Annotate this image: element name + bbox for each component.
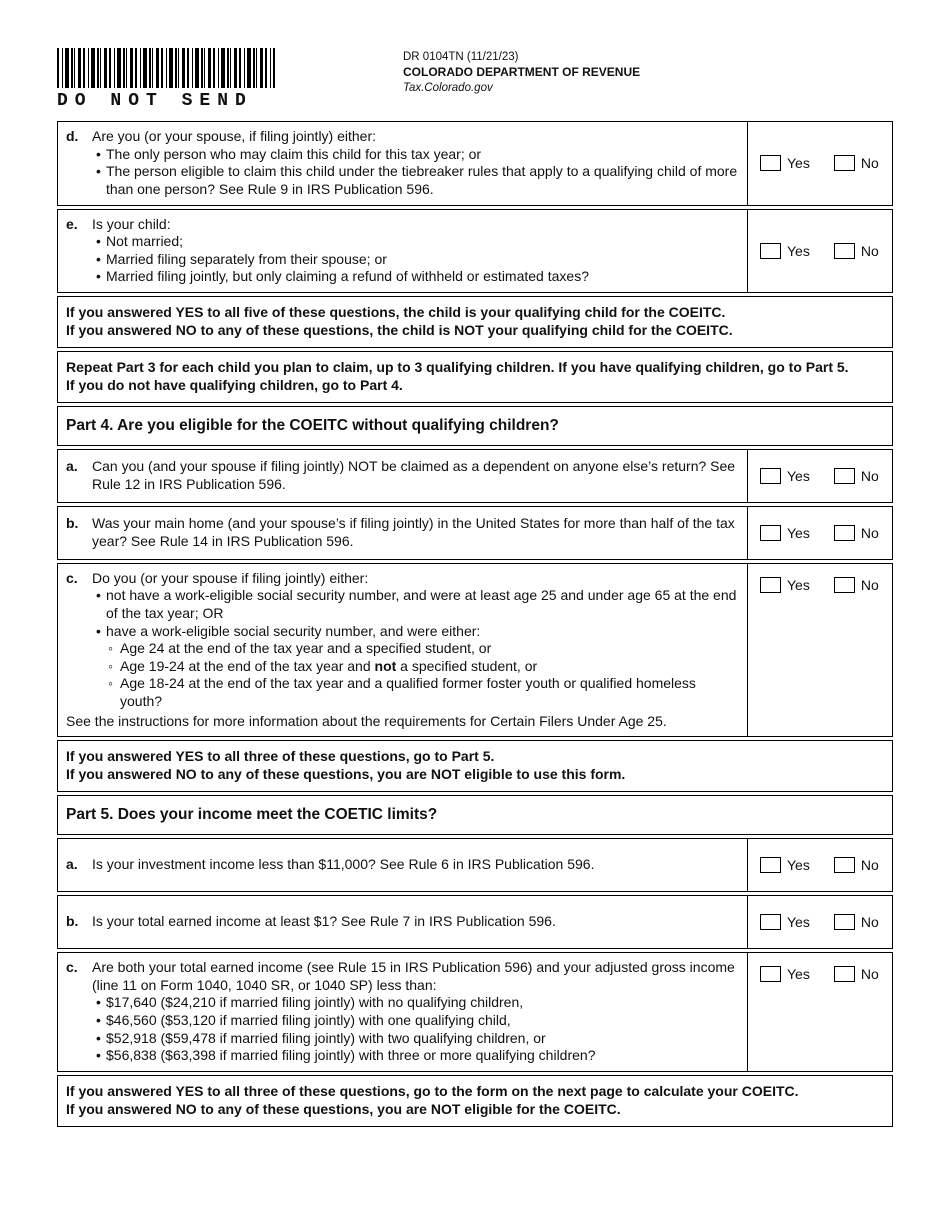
checkbox-box[interactable] bbox=[760, 525, 781, 541]
sub-bullet-item: ◦ Age 24 at the end of the tax year and a specified student, or bbox=[120, 640, 739, 658]
sub-bullet-item bbox=[120, 658, 739, 676]
question-line bbox=[66, 458, 739, 493]
question-text: Was your main home (and your spouse’s if filing jointly) in the United States for more than half of the tax year? See Rule 14 in IRS Publication 596. bbox=[92, 515, 735, 549]
question-row-part3-d bbox=[57, 121, 893, 206]
bullet-item: • The person eligible to claim this child under the tiebreaker rules that apply to a qualifying child of more than one person? See Rule 9 in IRS Publication 596. bbox=[106, 163, 739, 198]
yes-label: Yes bbox=[787, 914, 810, 931]
bullet-item: • Married filing separately from their spouse; or bbox=[106, 251, 739, 269]
question-line bbox=[66, 913, 739, 931]
question-main bbox=[92, 959, 739, 1065]
question-letter: e. bbox=[66, 215, 78, 232]
question-letter: b. bbox=[66, 913, 79, 930]
question-content-part3-d bbox=[58, 122, 747, 205]
no-label: No bbox=[860, 576, 879, 593]
answer-cell-part4-b bbox=[747, 507, 892, 559]
bullet-item bbox=[106, 623, 739, 711]
yes-label: Yes bbox=[787, 576, 810, 593]
statement-line: If you answered YES to all five of these questions, the child is your qualifying child for the COEITC. bbox=[66, 304, 726, 320]
statement-line: If you answered YES to all three of these questions, go to Part 5. bbox=[66, 748, 495, 765]
bullet-list bbox=[92, 587, 739, 710]
form-number: DR 0104TN (11/21/23) bbox=[403, 51, 519, 63]
bullet-item: • $52,918 ($59,478 if married filing jointly) with two qualifying children, or bbox=[106, 1030, 739, 1048]
part5-header bbox=[57, 795, 893, 835]
part4-b-yes-checkbox[interactable] bbox=[760, 525, 810, 541]
question-line bbox=[66, 570, 739, 711]
question-main bbox=[92, 458, 739, 493]
part3-d-no-checkbox[interactable] bbox=[834, 155, 879, 171]
no-label: No bbox=[860, 524, 879, 541]
statement-line: Repeat Part 3 for each child you plan to claim, up to 3 qualifying children. If you have qualifying children, go to Part 5. bbox=[66, 358, 849, 375]
question-letter: b. bbox=[66, 515, 79, 531]
bullet-list bbox=[92, 994, 739, 1065]
department-website: Tax.Colorado.gov bbox=[403, 81, 493, 94]
checkbox-box[interactable] bbox=[834, 155, 855, 171]
do-not-send-label: DO NOT SEND bbox=[57, 91, 253, 111]
questionnaire-table bbox=[57, 121, 893, 1127]
question-main bbox=[92, 856, 739, 874]
statement-text bbox=[58, 741, 892, 791]
part5-a-no-checkbox[interactable] bbox=[834, 857, 879, 873]
part4-title: Part 4. Are you eligible for the COEITC without qualifying children? bbox=[66, 416, 559, 434]
question-note: See the instructions for more information about the requirements for Certain Filers Under Age 25. bbox=[66, 712, 667, 729]
bullet-text: have a work-eligible social security number, and were either: bbox=[106, 622, 481, 639]
question-text: Do you (or your spouse if filing jointly) either: bbox=[92, 569, 369, 586]
checkbox-box[interactable] bbox=[834, 914, 855, 930]
checkbox-box[interactable] bbox=[760, 468, 781, 484]
no-label: No bbox=[860, 966, 879, 983]
question-text: Are both your total earned income (see Rule 15 in IRS Publication 596) and your adjusted gross income (line 11 on Form 1040, 1040 SR, or 1040 SP) less than: bbox=[92, 959, 735, 993]
part3-repeat-statement bbox=[57, 351, 893, 403]
part4-result-statement bbox=[57, 740, 893, 792]
no-label: No bbox=[860, 242, 879, 259]
question-line bbox=[66, 959, 739, 1065]
checkbox-box[interactable] bbox=[760, 857, 781, 873]
yes-label: Yes bbox=[787, 155, 810, 172]
part4-b-no-checkbox[interactable] bbox=[834, 525, 879, 541]
question-content-part4-c bbox=[58, 564, 747, 737]
checkbox-box[interactable] bbox=[834, 966, 855, 982]
no-label: No bbox=[860, 155, 879, 172]
bullet-item: • $56,838 ($63,398 if married filing jointly) with three or more qualifying children? bbox=[106, 1047, 739, 1065]
bullet-list bbox=[92, 146, 739, 199]
question-letter: d. bbox=[66, 128, 79, 144]
question-letter: c. bbox=[66, 959, 78, 976]
checkbox-box[interactable] bbox=[834, 857, 855, 873]
checkbox-box[interactable] bbox=[760, 243, 781, 259]
question-row-part4-a bbox=[57, 449, 893, 503]
checkbox-box[interactable] bbox=[760, 966, 781, 982]
question-content-part4-b bbox=[58, 507, 747, 559]
yes-label: Yes bbox=[787, 467, 810, 484]
barcode bbox=[57, 48, 275, 88]
question-line bbox=[66, 856, 739, 874]
question-content-part5-a bbox=[58, 839, 747, 891]
checkbox-box[interactable] bbox=[834, 243, 855, 259]
sub-bullet-list bbox=[106, 640, 739, 711]
question-text: Is your total earned income at least $1? See Rule 7 in IRS Publication 596. bbox=[92, 913, 556, 930]
statement-line: If you answered YES to all three of these questions, go to the form on the next page to calculate your COEITC. bbox=[66, 1082, 799, 1099]
part5-c-yes-checkbox[interactable] bbox=[760, 966, 810, 982]
bullet-item: • The only person who may claim this child for this tax year; or bbox=[106, 146, 739, 164]
barcode-block bbox=[57, 48, 279, 111]
checkbox-box[interactable] bbox=[760, 577, 781, 593]
no-label: No bbox=[860, 914, 879, 931]
agency-block bbox=[403, 48, 640, 95]
part5-b-no-checkbox[interactable] bbox=[834, 914, 879, 930]
question-row-part5-a bbox=[57, 838, 893, 892]
checkbox-box[interactable] bbox=[834, 525, 855, 541]
question-main bbox=[92, 216, 739, 287]
part4-c-no-checkbox[interactable] bbox=[834, 577, 879, 593]
question-main bbox=[92, 128, 739, 199]
question-text: Is your child: bbox=[92, 215, 171, 232]
answer-cell-part3-e bbox=[747, 210, 892, 293]
question-line bbox=[66, 128, 739, 199]
part5-c-no-checkbox[interactable] bbox=[834, 966, 879, 982]
yes-label: Yes bbox=[787, 524, 810, 541]
answer-cell-part3-d bbox=[747, 122, 892, 205]
question-content-part5-c bbox=[58, 953, 747, 1071]
checkbox-box[interactable] bbox=[760, 155, 781, 171]
statement-text bbox=[58, 1076, 892, 1126]
part3-e-no-checkbox[interactable] bbox=[834, 243, 879, 259]
question-text: Can you (and your spouse if filing jointly) NOT be claimed as a dependent on anyone else’s return? See Rule 12 in IRS Publication 596. bbox=[92, 458, 736, 492]
bullet-item: • not have a work-eligible social security number, and were at least age 25 and under age 65 at the end of the tax year; OR bbox=[106, 587, 739, 622]
no-label: No bbox=[860, 467, 879, 484]
checkbox-box[interactable] bbox=[760, 914, 781, 930]
part4-c-yes-checkbox[interactable] bbox=[760, 577, 810, 593]
yes-label: Yes bbox=[787, 857, 810, 874]
question-line bbox=[66, 515, 739, 550]
question-row-part5-b bbox=[57, 895, 893, 949]
part5-title: Part 5. Does your income meet the COETIC limits? bbox=[66, 806, 438, 824]
sub-bullet-text-post: a specified student, or bbox=[396, 657, 538, 674]
checkbox-box[interactable] bbox=[834, 468, 855, 484]
statement-text bbox=[58, 352, 892, 402]
question-row-part4-b bbox=[57, 506, 893, 560]
checkbox-box[interactable] bbox=[834, 577, 855, 593]
part5-b-yes-checkbox[interactable] bbox=[760, 914, 810, 930]
question-letter: a. bbox=[66, 458, 78, 474]
question-letter: c. bbox=[66, 569, 78, 586]
yes-label: Yes bbox=[787, 242, 810, 259]
question-content-part3-e bbox=[58, 210, 747, 293]
bullet-list bbox=[92, 233, 739, 286]
question-text: Are you (or your spouse, if filing jointly) either: bbox=[92, 128, 377, 144]
part5-result-statement bbox=[57, 1075, 893, 1127]
part4-header bbox=[57, 406, 893, 446]
bullet-item: • $46,560 ($53,120 if married filing jointly) with one qualifying child, bbox=[106, 1012, 739, 1030]
bullet-item: • Married filing jointly, but only claiming a refund of withheld or estimated taxes? bbox=[106, 268, 739, 286]
part4-a-no-checkbox[interactable] bbox=[834, 468, 879, 484]
question-row-part4-c bbox=[57, 563, 893, 738]
part3-d-yes-checkbox[interactable] bbox=[760, 155, 810, 171]
question-text: Is your investment income less than $11,000? See Rule 6 in IRS Publication 596. bbox=[92, 856, 595, 873]
statement-text bbox=[58, 297, 892, 347]
answer-cell-part5-c bbox=[747, 953, 892, 1071]
answer-cell-part4-c bbox=[747, 564, 892, 737]
part5-a-yes-checkbox[interactable] bbox=[760, 857, 810, 873]
question-row-part3-e bbox=[57, 209, 893, 294]
part4-a-yes-checkbox[interactable] bbox=[760, 468, 810, 484]
part3-e-yes-checkbox[interactable] bbox=[760, 243, 810, 259]
part3-result-statement bbox=[57, 296, 893, 348]
statement-line: If you do not have qualifying children, go to Part 4. bbox=[66, 376, 403, 393]
statement-line: If you answered NO to any of these questions, you are NOT eligible to use this form. bbox=[66, 766, 626, 783]
sub-bullet-text-pre: Age 19-24 at the end of the tax year and bbox=[120, 657, 375, 674]
sub-bullet-text-bold: not bbox=[374, 657, 397, 674]
bullet-item: • Not married; bbox=[106, 233, 739, 251]
question-content-part4-a bbox=[58, 450, 747, 502]
sub-bullet-item: ◦ Age 18-24 at the end of the tax year and a qualified former foster youth or qualified homeless youth? bbox=[120, 675, 739, 710]
statement-line: If you answered NO to any of these questions, you are NOT eligible for the COEITC. bbox=[66, 1100, 621, 1117]
page-header bbox=[57, 48, 893, 111]
no-label: No bbox=[860, 857, 879, 874]
question-row-part5-c bbox=[57, 952, 893, 1072]
question-line bbox=[66, 216, 739, 287]
answer-cell-part5-a bbox=[747, 839, 892, 891]
bullet-item: • $17,640 ($24,210 if married filing jointly) with no qualifying children, bbox=[106, 994, 739, 1012]
question-content-part5-b bbox=[58, 896, 747, 948]
department-name: COLORADO DEPARTMENT OF REVENUE bbox=[403, 64, 641, 79]
yes-label: Yes bbox=[787, 966, 810, 983]
question-main bbox=[92, 570, 739, 711]
answer-cell-part4-a bbox=[747, 450, 892, 502]
answer-cell-part5-b bbox=[747, 896, 892, 948]
question-main bbox=[92, 515, 739, 550]
question-letter: a. bbox=[66, 856, 78, 873]
statement-line: If you answered NO to any of these questions, the child is NOT your qualifying child for the COEITC. bbox=[66, 321, 733, 338]
question-main bbox=[92, 913, 739, 931]
